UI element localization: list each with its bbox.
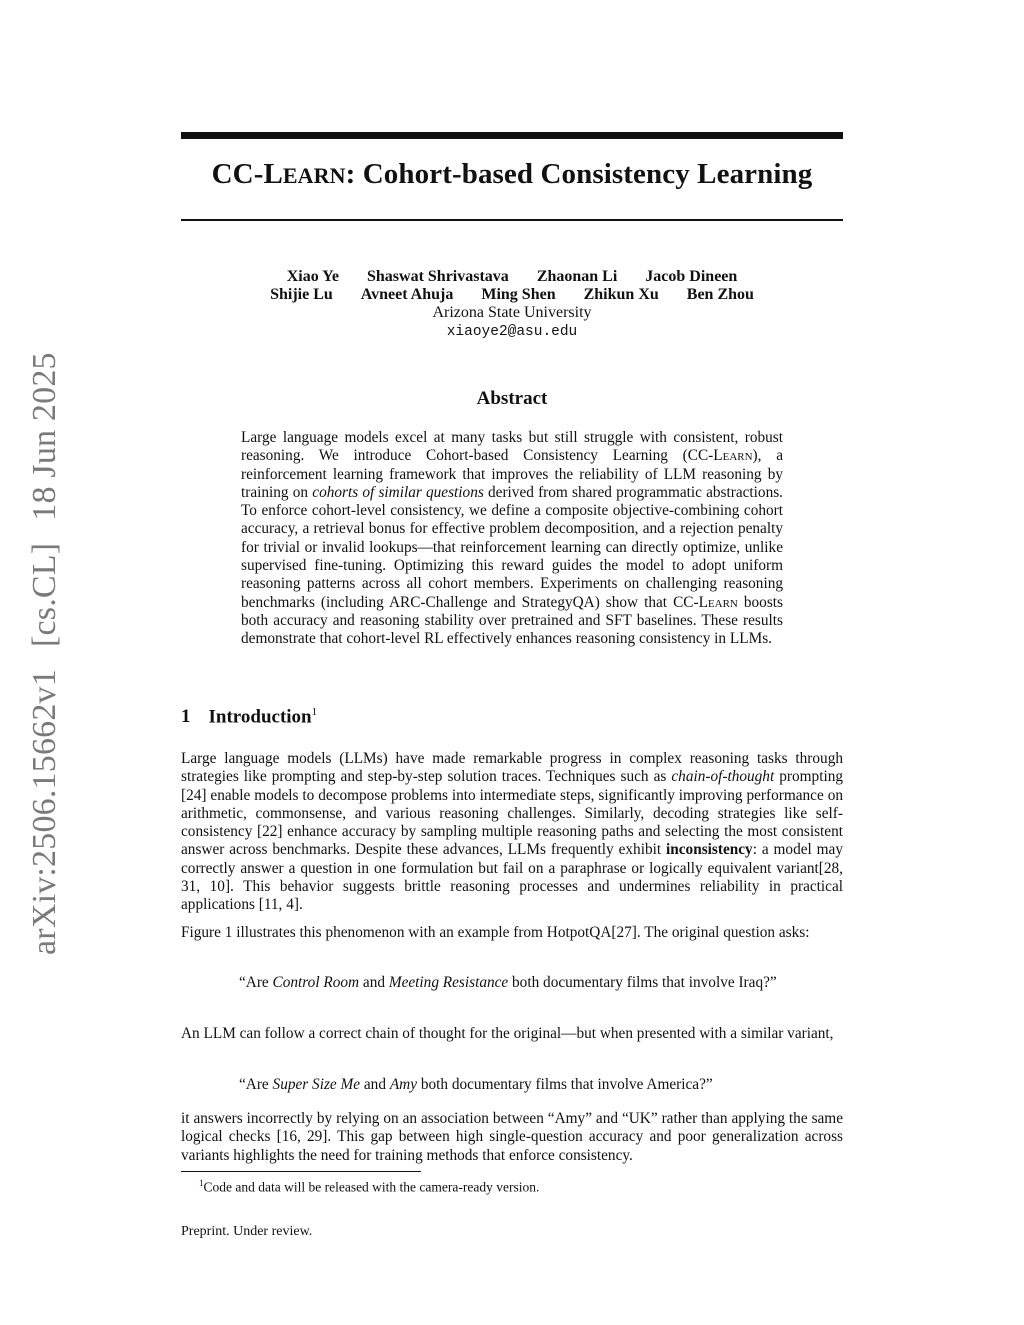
author-email[interactable]: xiaoye2@asu.edu [446, 324, 578, 340]
footnote: $^1$Code and data will be released with the camera-ready version. [199, 1178, 540, 1195]
intro-paragraph-2: Figure 1 illustrates this phenomenon with an example from HotpotQA[27]. The original question asks: [181, 924, 810, 941]
author-list-row-1 [181, 268, 843, 286]
author-name: Avneet Ahuja [360, 286, 454, 303]
arxiv-date: 18 Jun 2025 [26, 352, 63, 521]
preprint-notice: Preprint. Under review. [181, 1224, 313, 1239]
affiliation: Arizona State University [432, 304, 592, 321]
quoted-question-variant: “Are Super Size Me and Amy both documentary films that involve America?” [239, 1076, 713, 1093]
author-name: Shaswat Shrivastava [367, 268, 509, 285]
arxiv-category: [cs.CL] [26, 542, 63, 648]
author-name: Zhikun Xu [583, 286, 659, 303]
method-name: CC-Learn [687, 447, 753, 465]
abstract-text: Large language models excel at many tasks but still struggle with consistent, robust reasoning. We introduce Cohort-based Consistency Learning (CC-Learn), a reinforcement learning framework that improves the reliability of LLM reasoning by training on cohorts of similar questions derived from shared programmatic abstractions. To enforce cohort-level consistency, we define a composite objective-combining cohort accuracy, a retrieval bonus for effective problem decomposition, and a rejection penalty for trivial or invalid lookups—that reinforcement learning can directly optimize, unlike supervised fine-tuning. Optimizing this reward guides the model to adopt uniform reasoning patterns across all cohort members. Experiments on challenging reasoning benchmarks (including ARC-Challenge and StrategyQA) show that CC-Learn boosts both accuracy and reasoning stability over pretrained and SFT baselines. These results demonstrate that cohort-level RL effectively enhances reasoning consistency in LLMs. [241, 429, 784, 648]
author-name: Zhaonan Li [536, 268, 618, 285]
intro-paragraph-1: Large language models (LLMs) have made remarkable progress in complex reasoning tasks through strategies like prompting and step-by-step solution traces. Techniques such as chain-of-thought prompting [24] enable models to decompose problems into intermediate steps, significantly improving performance on arithmetic, commonsense, and various reasoning challenges. Similarly, decoding strategies like self-consistency [22] enhance accuracy by sampling multiple reasoning paths and selecting the most consistent answer across benchmarks. Despite these advances, LLMs frequently exhibit inconsistency: a model may correctly answer a question in one formulation but fail on a paraphrase or logically equivalent variant[28, 31, 10]. This behavior suggests brittle reasoning processes and undermines reliability in practical applications [11, 4]. [181, 750, 843, 914]
arxiv-identifier-stamp[interactable] [26, 330, 64, 955]
author-list-row-2 [181, 286, 843, 304]
footnote-marker[interactable]: 1 [311, 706, 318, 718]
author-name: Xiao Ye [286, 268, 339, 285]
author-name: Jacob Dineen [645, 268, 738, 285]
title-bottom-rule [181, 219, 843, 221]
abstract-heading: Abstract [476, 388, 548, 409]
paper-title: CC-LEARN: Cohort-based Consistency Learning [211, 158, 813, 190]
arxiv-id: arXiv:2506.15662v1 [26, 669, 63, 955]
section-heading-introduction: 1 Introduction$^1$ [181, 706, 318, 728]
author-name: Ming Shen [481, 286, 556, 303]
intro-paragraph-3: An LLM can follow a correct chain of thought for the original—but when presented with a similar variant, [181, 1025, 834, 1042]
author-name: Ben Zhou [686, 286, 754, 303]
footnote-rule [181, 1171, 421, 1172]
quoted-question-original: “Are Control Room and Meeting Resistance both documentary films that involve Iraq?” [239, 974, 777, 991]
title-top-rule [181, 132, 843, 139]
author-name: Shijie Lu [270, 286, 333, 303]
intro-paragraph-4: it answers incorrectly by relying on an association between “Amy” and “UK” rather than applying the same logical checks [16, 29]. This gap between high single-question accuracy and poor generalization across variants highlights the need for training methods that enforce consistency. [181, 1110, 843, 1164]
method-name: CC-Learn [673, 593, 738, 611]
